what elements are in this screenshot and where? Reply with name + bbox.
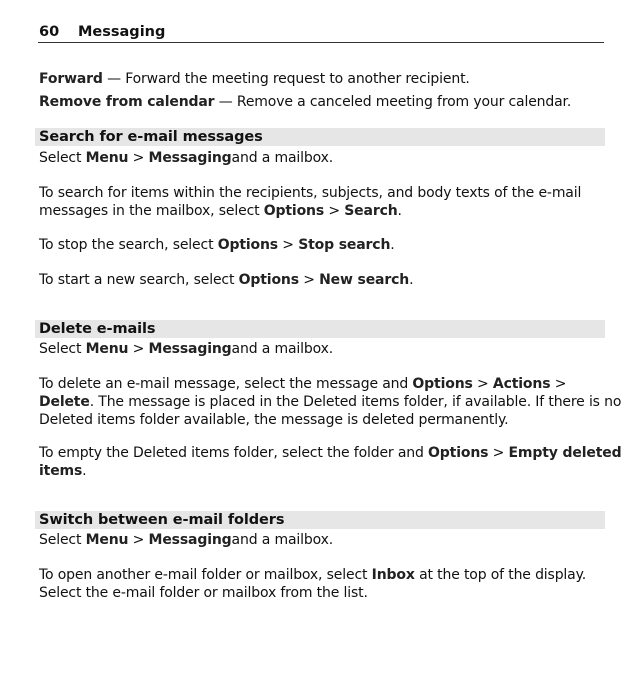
bold-ui-term: Options xyxy=(263,203,325,219)
text-fragment: > xyxy=(278,237,299,253)
text-fragment: at the top of the display. xyxy=(414,567,587,583)
search-instructions-line2 xyxy=(39,202,402,220)
text-fragment: To open another e-mail folder or mailbox, select xyxy=(39,567,372,583)
text-fragment: > xyxy=(128,532,149,548)
text-fragment: and a mailbox. xyxy=(231,341,334,357)
chapter-title: Messaging xyxy=(78,24,166,40)
bold-ui-term: Messaging xyxy=(148,150,232,166)
bold-ui-term: New search xyxy=(319,272,410,288)
new-search-instructions xyxy=(39,271,413,289)
empty-deleted-line2 xyxy=(39,462,86,480)
text-fragment: and a mailbox. xyxy=(231,532,334,548)
bold-ui-term: Options xyxy=(217,237,278,253)
forward-term: Forward xyxy=(39,71,103,87)
text-fragment: > xyxy=(298,272,320,288)
delete-instructions-line3: Deleted items folder available, the message is deleted permanently. xyxy=(39,412,509,428)
delete-select-menu xyxy=(39,340,333,358)
switch-select-menu xyxy=(39,531,333,549)
text-fragment: . xyxy=(397,203,402,219)
text-fragment: > xyxy=(128,341,149,357)
search-select-menu xyxy=(39,149,333,167)
switch-instructions-line2: Select the e-mail folder or mailbox from the list. xyxy=(39,585,368,601)
delete-section-heading: Delete e-mails xyxy=(35,320,605,338)
switch-section-heading: Switch between e-mail folders xyxy=(35,511,605,529)
bold-ui-term: Menu xyxy=(85,150,129,166)
text-fragment: . xyxy=(82,463,87,479)
search-section-heading: Search for e-mail messages xyxy=(35,128,605,146)
bold-ui-term: Inbox xyxy=(371,567,415,583)
bold-ui-term: Messaging xyxy=(148,532,232,548)
bold-ui-term: Menu xyxy=(85,532,129,548)
forward-definition xyxy=(39,70,470,88)
text-fragment: Select xyxy=(39,532,86,548)
bold-ui-term: Empty deleted xyxy=(508,445,622,461)
text-fragment: . xyxy=(409,272,414,288)
text-fragment: > xyxy=(488,445,509,461)
delete-instructions-line2 xyxy=(39,393,621,411)
text-fragment: . xyxy=(390,237,395,253)
text-fragment: > xyxy=(550,376,567,392)
forward-desc: — Forward the meeting request to another recipient. xyxy=(102,71,470,87)
bold-ui-term: Options xyxy=(238,272,299,288)
remove-definition xyxy=(39,93,571,111)
bold-ui-term: Actions xyxy=(492,376,551,392)
bold-ui-term: Options xyxy=(412,376,473,392)
text-fragment: > xyxy=(324,203,345,219)
text-fragment: To stop the search, select xyxy=(39,237,218,253)
text-fragment: To delete an e-mail message, select the message and xyxy=(39,376,413,392)
text-fragment: To empty the Deleted items folder, select the folder and xyxy=(39,445,429,461)
text-fragment: . The message is placed in the Deleted items folder, if available. If there is no xyxy=(89,394,622,410)
text-fragment: > xyxy=(472,376,493,392)
text-fragment: > xyxy=(128,150,149,166)
bold-ui-term: Search xyxy=(344,203,398,219)
bold-ui-term: Menu xyxy=(85,341,129,357)
bold-ui-term: Delete xyxy=(39,394,90,410)
text-fragment: messages in the mailbox, select xyxy=(39,203,264,219)
bold-ui-term: Messaging xyxy=(148,341,232,357)
remove-desc: — Remove a canceled meeting from your calendar. xyxy=(214,94,572,110)
text-fragment: Select xyxy=(39,341,86,357)
bold-ui-term: items xyxy=(39,463,83,479)
text-fragment: and a mailbox. xyxy=(231,150,334,166)
page-number: 60 xyxy=(39,24,60,40)
text-fragment: To start a new search, select xyxy=(39,272,239,288)
bold-ui-term: Stop search xyxy=(298,237,391,253)
empty-deleted-line1 xyxy=(39,444,621,462)
stop-search-instructions xyxy=(39,236,395,254)
text-fragment: Select xyxy=(39,150,86,166)
switch-instructions-line1 xyxy=(39,566,586,584)
page-header xyxy=(38,22,604,43)
bold-ui-term: Options xyxy=(428,445,489,461)
search-instructions-line1: To search for items within the recipients, subjects, and body texts of the e-mail xyxy=(39,185,582,201)
delete-instructions-line1 xyxy=(39,375,566,393)
remove-term: Remove from calendar xyxy=(39,94,215,110)
